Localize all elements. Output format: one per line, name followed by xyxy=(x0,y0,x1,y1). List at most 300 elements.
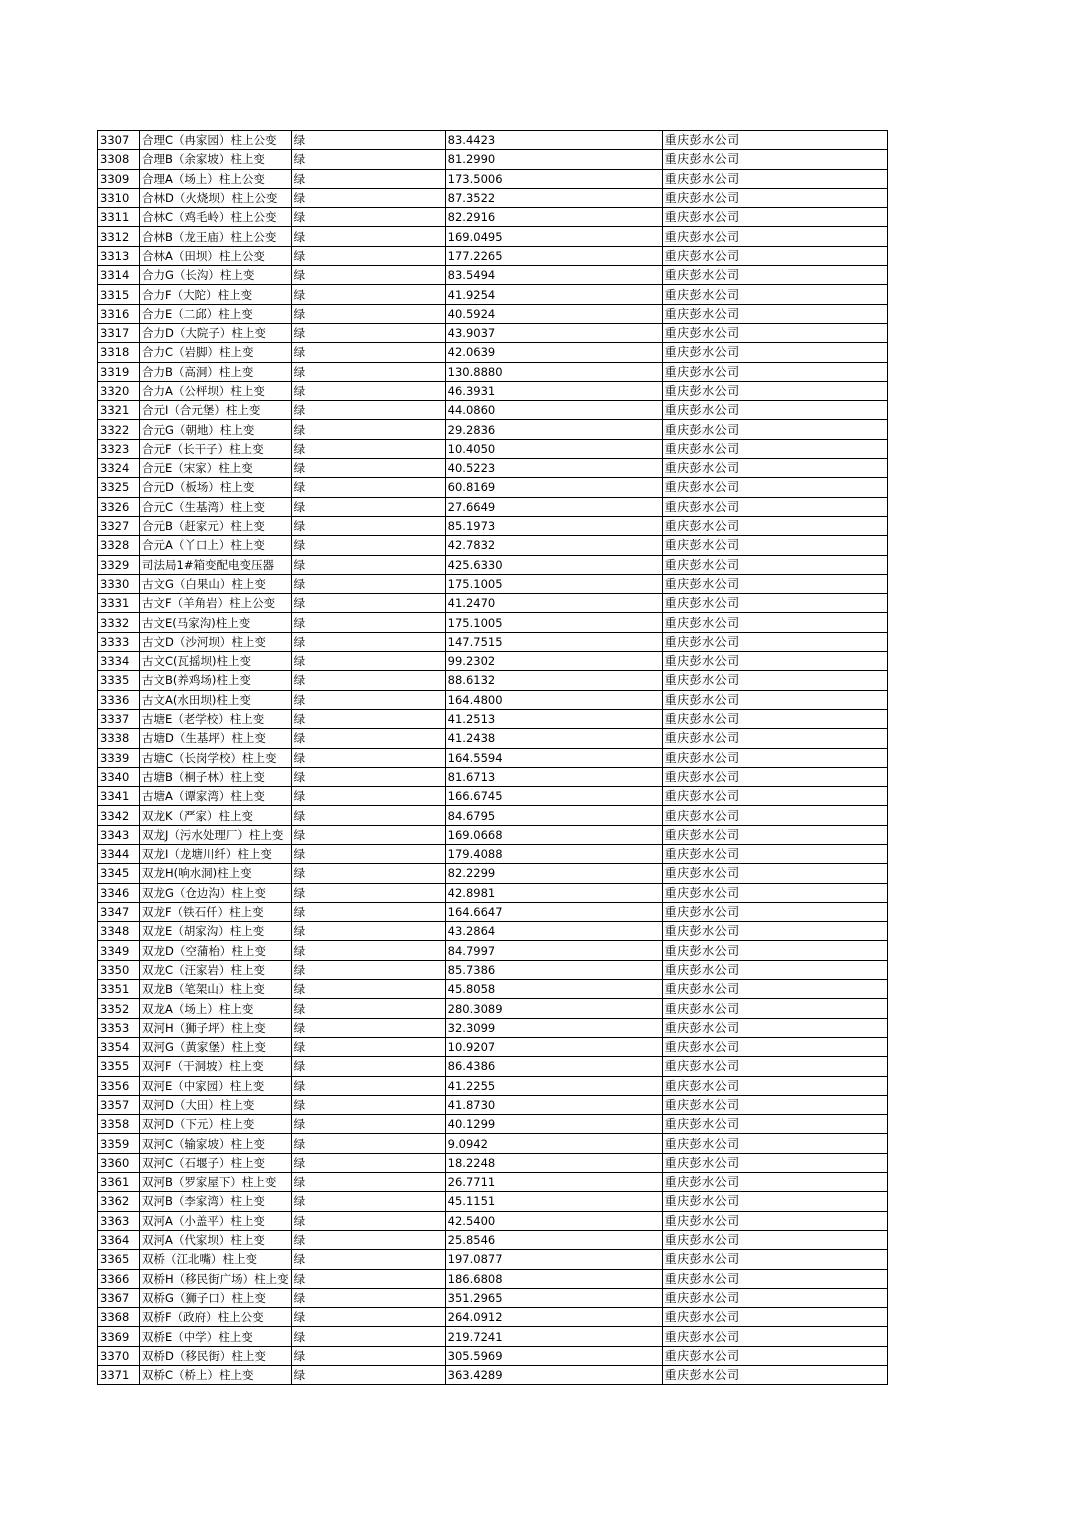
row-number-cell: 3342 xyxy=(98,806,140,825)
level-cell: 绿 xyxy=(291,169,445,188)
level-cell: 绿 xyxy=(291,439,445,458)
table-row xyxy=(98,1327,888,1346)
row-number-cell: 3310 xyxy=(98,188,140,207)
value-cell: 45.1151 xyxy=(445,1192,662,1211)
level-cell: 绿 xyxy=(291,960,445,979)
org-cell: 重庆彭水公司 xyxy=(662,459,887,478)
level-cell: 绿 xyxy=(291,478,445,497)
org-cell: 重庆彭水公司 xyxy=(662,806,887,825)
value-cell: 88.6132 xyxy=(445,671,662,690)
name-cell: 双龙E（胡家沟）柱上变 xyxy=(140,922,292,941)
name-cell: 司法局1#箱变配电变压器 xyxy=(140,555,292,574)
org-cell: 重庆彭水公司 xyxy=(662,536,887,555)
value-cell: 18.2248 xyxy=(445,1153,662,1172)
table-row xyxy=(98,285,888,304)
value-cell: 169.0495 xyxy=(445,227,662,246)
row-number-cell: 3324 xyxy=(98,459,140,478)
org-cell: 重庆彭水公司 xyxy=(662,690,887,709)
org-cell: 重庆彭水公司 xyxy=(662,632,887,651)
row-number-cell: 3321 xyxy=(98,401,140,420)
name-cell: 双河F（干洞坡）柱上变 xyxy=(140,1057,292,1076)
value-cell: 27.6649 xyxy=(445,497,662,516)
row-number-cell: 3318 xyxy=(98,343,140,362)
level-cell: 绿 xyxy=(291,594,445,613)
level-cell: 绿 xyxy=(291,1173,445,1192)
name-cell: 双龙K（严家）柱上变 xyxy=(140,806,292,825)
row-number-cell: 3358 xyxy=(98,1115,140,1134)
level-cell: 绿 xyxy=(291,690,445,709)
level-cell: 绿 xyxy=(291,902,445,921)
org-cell: 重庆彭水公司 xyxy=(662,787,887,806)
level-cell: 绿 xyxy=(291,227,445,246)
org-cell: 重庆彭水公司 xyxy=(662,999,887,1018)
table-row xyxy=(98,323,888,342)
table-row xyxy=(98,459,888,478)
row-number-cell: 3351 xyxy=(98,980,140,999)
name-cell: 双河G（黄家堡）柱上变 xyxy=(140,1037,292,1056)
row-number-cell: 3322 xyxy=(98,420,140,439)
name-cell: 双河A（代家坝）柱上变 xyxy=(140,1230,292,1249)
table-row xyxy=(98,150,888,169)
name-cell: 古塘A（谭家湾）柱上变 xyxy=(140,787,292,806)
level-cell: 绿 xyxy=(291,941,445,960)
value-cell: 280.3089 xyxy=(445,999,662,1018)
level-cell: 绿 xyxy=(291,188,445,207)
row-number-cell: 3335 xyxy=(98,671,140,690)
name-cell: 双河B（李家湾）柱上变 xyxy=(140,1192,292,1211)
table-row xyxy=(98,497,888,516)
org-cell: 重庆彭水公司 xyxy=(662,497,887,516)
level-cell: 绿 xyxy=(291,1095,445,1114)
row-number-cell: 3308 xyxy=(98,150,140,169)
table-row xyxy=(98,1366,888,1385)
row-number-cell: 3363 xyxy=(98,1211,140,1230)
table-row xyxy=(98,690,888,709)
org-cell: 重庆彭水公司 xyxy=(662,844,887,863)
table-row xyxy=(98,1173,888,1192)
name-cell: 古文F（羊角岩）柱上公变 xyxy=(140,594,292,613)
org-cell: 重庆彭水公司 xyxy=(662,1095,887,1114)
row-number-cell: 3338 xyxy=(98,729,140,748)
name-cell: 古塘C（长岗学校）柱上变 xyxy=(140,748,292,767)
row-number-cell: 3340 xyxy=(98,767,140,786)
level-cell: 绿 xyxy=(291,806,445,825)
name-cell: 合元F（长干子）柱上变 xyxy=(140,439,292,458)
row-number-cell: 3364 xyxy=(98,1230,140,1249)
name-cell: 合理C（冉家园）柱上公变 xyxy=(140,131,292,150)
level-cell: 绿 xyxy=(291,844,445,863)
value-cell: 9.0942 xyxy=(445,1134,662,1153)
table-row xyxy=(98,652,888,671)
name-cell: 双龙J（污水处理厂）柱上变 xyxy=(140,825,292,844)
name-cell: 合力G（长沟）柱上变 xyxy=(140,266,292,285)
row-number-cell: 3326 xyxy=(98,497,140,516)
name-cell: 合元A（丫口上）柱上变 xyxy=(140,536,292,555)
value-cell: 40.5924 xyxy=(445,304,662,323)
value-cell: 363.4289 xyxy=(445,1366,662,1385)
row-number-cell: 3345 xyxy=(98,864,140,883)
org-cell: 重庆彭水公司 xyxy=(662,1115,887,1134)
table-row xyxy=(98,729,888,748)
table-row xyxy=(98,1134,888,1153)
value-cell: 25.8546 xyxy=(445,1230,662,1249)
table-row xyxy=(98,594,888,613)
org-cell: 重庆彭水公司 xyxy=(662,1018,887,1037)
row-number-cell: 3319 xyxy=(98,362,140,381)
org-cell: 重庆彭水公司 xyxy=(662,1211,887,1230)
table-body xyxy=(98,131,888,1385)
value-cell: 175.1005 xyxy=(445,574,662,593)
table-row xyxy=(98,1095,888,1114)
table-row xyxy=(98,1115,888,1134)
value-cell: 41.2255 xyxy=(445,1076,662,1095)
table-row xyxy=(98,844,888,863)
row-number-cell: 3368 xyxy=(98,1308,140,1327)
table-row xyxy=(98,362,888,381)
row-number-cell: 3312 xyxy=(98,227,140,246)
row-number-cell: 3336 xyxy=(98,690,140,709)
row-number-cell: 3367 xyxy=(98,1288,140,1307)
value-cell: 425.6330 xyxy=(445,555,662,574)
table-row xyxy=(98,1230,888,1249)
row-number-cell: 3309 xyxy=(98,169,140,188)
row-number-cell: 3362 xyxy=(98,1192,140,1211)
org-cell: 重庆彭水公司 xyxy=(662,613,887,632)
org-cell: 重庆彭水公司 xyxy=(662,1269,887,1288)
org-cell: 重庆彭水公司 xyxy=(662,574,887,593)
name-cell: 双河B（罗家屋下）柱上变 xyxy=(140,1173,292,1192)
level-cell: 绿 xyxy=(291,246,445,265)
value-cell: 164.4800 xyxy=(445,690,662,709)
table-row xyxy=(98,825,888,844)
table-row xyxy=(98,980,888,999)
name-cell: 双河D（下元）柱上变 xyxy=(140,1115,292,1134)
value-cell: 164.5594 xyxy=(445,748,662,767)
value-cell: 87.3522 xyxy=(445,188,662,207)
row-number-cell: 3369 xyxy=(98,1327,140,1346)
org-cell: 重庆彭水公司 xyxy=(662,266,887,285)
org-cell: 重庆彭水公司 xyxy=(662,825,887,844)
org-cell: 重庆彭水公司 xyxy=(662,902,887,921)
table-row xyxy=(98,1250,888,1269)
org-cell: 重庆彭水公司 xyxy=(662,941,887,960)
org-cell: 重庆彭水公司 xyxy=(662,671,887,690)
value-cell: 40.5223 xyxy=(445,459,662,478)
row-number-cell: 3314 xyxy=(98,266,140,285)
table-row xyxy=(98,516,888,535)
value-cell: 177.2265 xyxy=(445,246,662,265)
level-cell: 绿 xyxy=(291,459,445,478)
name-cell: 合元B（赶家元）柱上变 xyxy=(140,516,292,535)
name-cell: 合林C（鸡毛岭）柱上公变 xyxy=(140,208,292,227)
table-row xyxy=(98,1346,888,1365)
level-cell: 绿 xyxy=(291,1269,445,1288)
value-cell: 81.2990 xyxy=(445,150,662,169)
org-cell: 重庆彭水公司 xyxy=(662,729,887,748)
name-cell: 合力F（大陀）柱上变 xyxy=(140,285,292,304)
org-cell: 重庆彭水公司 xyxy=(662,323,887,342)
level-cell: 绿 xyxy=(291,1057,445,1076)
value-cell: 44.0860 xyxy=(445,401,662,420)
table-row xyxy=(98,1269,888,1288)
name-cell: 古文E(马家沟)柱上变 xyxy=(140,613,292,632)
org-cell: 重庆彭水公司 xyxy=(662,304,887,323)
org-cell: 重庆彭水公司 xyxy=(662,748,887,767)
value-cell: 41.9254 xyxy=(445,285,662,304)
level-cell: 绿 xyxy=(291,343,445,362)
level-cell: 绿 xyxy=(291,285,445,304)
table-row xyxy=(98,767,888,786)
level-cell: 绿 xyxy=(291,1037,445,1056)
name-cell: 双桥H（移民街广场）柱上变 xyxy=(140,1269,292,1288)
level-cell: 绿 xyxy=(291,980,445,999)
name-cell: 双龙C（汪家岩）柱上变 xyxy=(140,960,292,979)
value-cell: 42.0639 xyxy=(445,343,662,362)
value-cell: 42.8981 xyxy=(445,883,662,902)
value-cell: 197.0877 xyxy=(445,1250,662,1269)
name-cell: 古文D（沙河坝）柱上变 xyxy=(140,632,292,651)
row-number-cell: 3317 xyxy=(98,323,140,342)
org-cell: 重庆彭水公司 xyxy=(662,709,887,728)
value-cell: 83.5494 xyxy=(445,266,662,285)
row-number-cell: 3339 xyxy=(98,748,140,767)
table-row xyxy=(98,787,888,806)
org-cell: 重庆彭水公司 xyxy=(662,439,887,458)
value-cell: 10.4050 xyxy=(445,439,662,458)
table-row xyxy=(98,864,888,883)
value-cell: 99.2302 xyxy=(445,652,662,671)
table-row xyxy=(98,169,888,188)
level-cell: 绿 xyxy=(291,1366,445,1385)
level-cell: 绿 xyxy=(291,323,445,342)
name-cell: 古文B(养鸡场)柱上变 xyxy=(140,671,292,690)
value-cell: 305.5969 xyxy=(445,1346,662,1365)
value-cell: 219.7241 xyxy=(445,1327,662,1346)
name-cell: 双桥G（狮子口）柱上变 xyxy=(140,1288,292,1307)
row-number-cell: 3357 xyxy=(98,1095,140,1114)
name-cell: 合力E（二邱）柱上变 xyxy=(140,304,292,323)
name-cell: 合力B（高洞）柱上变 xyxy=(140,362,292,381)
level-cell: 绿 xyxy=(291,1230,445,1249)
name-cell: 双龙F（铁石仟）柱上变 xyxy=(140,902,292,921)
name-cell: 双龙G（仓边沟）柱上变 xyxy=(140,883,292,902)
level-cell: 绿 xyxy=(291,516,445,535)
level-cell: 绿 xyxy=(291,420,445,439)
value-cell: 10.9207 xyxy=(445,1037,662,1056)
row-number-cell: 3343 xyxy=(98,825,140,844)
level-cell: 绿 xyxy=(291,748,445,767)
row-number-cell: 3325 xyxy=(98,478,140,497)
org-cell: 重庆彭水公司 xyxy=(662,980,887,999)
level-cell: 绿 xyxy=(291,1308,445,1327)
table-row xyxy=(98,613,888,632)
name-cell: 双河D（大田）柱上变 xyxy=(140,1095,292,1114)
name-cell: 合力A（公枰坝）柱上变 xyxy=(140,381,292,400)
row-number-cell: 3316 xyxy=(98,304,140,323)
value-cell: 41.2513 xyxy=(445,709,662,728)
row-number-cell: 3315 xyxy=(98,285,140,304)
level-cell: 绿 xyxy=(291,787,445,806)
name-cell: 合元D（板场）柱上变 xyxy=(140,478,292,497)
org-cell: 重庆彭水公司 xyxy=(662,169,887,188)
level-cell: 绿 xyxy=(291,632,445,651)
org-cell: 重庆彭水公司 xyxy=(662,555,887,574)
row-number-cell: 3366 xyxy=(98,1269,140,1288)
org-cell: 重庆彭水公司 xyxy=(662,285,887,304)
value-cell: 42.7832 xyxy=(445,536,662,555)
level-cell: 绿 xyxy=(291,381,445,400)
name-cell: 合林D（火烧坝）柱上公变 xyxy=(140,188,292,207)
table-row xyxy=(98,574,888,593)
level-cell: 绿 xyxy=(291,1115,445,1134)
row-number-cell: 3365 xyxy=(98,1250,140,1269)
name-cell: 合力D（大院子）柱上变 xyxy=(140,323,292,342)
table-row xyxy=(98,555,888,574)
table-row xyxy=(98,1153,888,1172)
table-row xyxy=(98,1211,888,1230)
value-cell: 175.1005 xyxy=(445,613,662,632)
name-cell: 合理A（场上）柱上公变 xyxy=(140,169,292,188)
org-cell: 重庆彭水公司 xyxy=(662,1250,887,1269)
org-cell: 重庆彭水公司 xyxy=(662,246,887,265)
org-cell: 重庆彭水公司 xyxy=(662,594,887,613)
value-cell: 41.2470 xyxy=(445,594,662,613)
row-number-cell: 3331 xyxy=(98,594,140,613)
row-number-cell: 3329 xyxy=(98,555,140,574)
row-number-cell: 3356 xyxy=(98,1076,140,1095)
level-cell: 绿 xyxy=(291,1192,445,1211)
level-cell: 绿 xyxy=(291,1211,445,1230)
table-row xyxy=(98,999,888,1018)
table-row xyxy=(98,536,888,555)
table-row xyxy=(98,709,888,728)
value-cell: 41.8730 xyxy=(445,1095,662,1114)
table-row xyxy=(98,1308,888,1327)
name-cell: 合力C（岩脚）柱上变 xyxy=(140,343,292,362)
org-cell: 重庆彭水公司 xyxy=(662,652,887,671)
level-cell: 绿 xyxy=(291,266,445,285)
row-number-cell: 3359 xyxy=(98,1134,140,1153)
table-row xyxy=(98,883,888,902)
row-number-cell: 3328 xyxy=(98,536,140,555)
table-row xyxy=(98,1288,888,1307)
name-cell: 双河E（中家园）柱上变 xyxy=(140,1076,292,1095)
name-cell: 古文A(水田坝)柱上变 xyxy=(140,690,292,709)
level-cell: 绿 xyxy=(291,1327,445,1346)
level-cell: 绿 xyxy=(291,150,445,169)
row-number-cell: 3370 xyxy=(98,1346,140,1365)
table-row xyxy=(98,806,888,825)
table-row xyxy=(98,381,888,400)
org-cell: 重庆彭水公司 xyxy=(662,1288,887,1307)
level-cell: 绿 xyxy=(291,652,445,671)
name-cell: 合元C（生基湾）柱上变 xyxy=(140,497,292,516)
value-cell: 29.2836 xyxy=(445,420,662,439)
name-cell: 古塘D（生基坪）柱上变 xyxy=(140,729,292,748)
name-cell: 双桥（江北嘴）柱上变 xyxy=(140,1250,292,1269)
value-cell: 60.8169 xyxy=(445,478,662,497)
value-cell: 186.6808 xyxy=(445,1269,662,1288)
name-cell: 双河A（小盖平）柱上变 xyxy=(140,1211,292,1230)
org-cell: 重庆彭水公司 xyxy=(662,478,887,497)
value-cell: 26.7711 xyxy=(445,1173,662,1192)
org-cell: 重庆彭水公司 xyxy=(662,1327,887,1346)
row-number-cell: 3353 xyxy=(98,1018,140,1037)
org-cell: 重庆彭水公司 xyxy=(662,1057,887,1076)
value-cell: 166.6745 xyxy=(445,787,662,806)
table-row xyxy=(98,343,888,362)
level-cell: 绿 xyxy=(291,999,445,1018)
name-cell: 合元G（朝地）柱上变 xyxy=(140,420,292,439)
table-row xyxy=(98,266,888,285)
row-number-cell: 3346 xyxy=(98,883,140,902)
table-row xyxy=(98,1018,888,1037)
name-cell: 古文C(瓦摇坝)柱上变 xyxy=(140,652,292,671)
org-cell: 重庆彭水公司 xyxy=(662,1230,887,1249)
level-cell: 绿 xyxy=(291,883,445,902)
value-cell: 85.1973 xyxy=(445,516,662,535)
name-cell: 双龙A（场上）柱上变 xyxy=(140,999,292,1018)
level-cell: 绿 xyxy=(291,767,445,786)
row-number-cell: 3352 xyxy=(98,999,140,1018)
row-number-cell: 3341 xyxy=(98,787,140,806)
name-cell: 双龙D（空蒲枱）柱上变 xyxy=(140,941,292,960)
value-cell: 84.7997 xyxy=(445,941,662,960)
row-number-cell: 3313 xyxy=(98,246,140,265)
row-number-cell: 3323 xyxy=(98,439,140,458)
level-cell: 绿 xyxy=(291,362,445,381)
org-cell: 重庆彭水公司 xyxy=(662,227,887,246)
level-cell: 绿 xyxy=(291,825,445,844)
level-cell: 绿 xyxy=(291,1346,445,1365)
table-row xyxy=(98,671,888,690)
row-number-cell: 3349 xyxy=(98,941,140,960)
table-row xyxy=(98,246,888,265)
org-cell: 重庆彭水公司 xyxy=(662,188,887,207)
row-number-cell: 3307 xyxy=(98,131,140,150)
org-cell: 重庆彭水公司 xyxy=(662,1076,887,1095)
level-cell: 绿 xyxy=(291,1018,445,1037)
row-number-cell: 3344 xyxy=(98,844,140,863)
org-cell: 重庆彭水公司 xyxy=(662,1192,887,1211)
org-cell: 重庆彭水公司 xyxy=(662,1173,887,1192)
table-row xyxy=(98,1057,888,1076)
org-cell: 重庆彭水公司 xyxy=(662,1308,887,1327)
org-cell: 重庆彭水公司 xyxy=(662,343,887,362)
name-cell: 双龙H(响水洞)柱上变 xyxy=(140,864,292,883)
level-cell: 绿 xyxy=(291,1134,445,1153)
level-cell: 绿 xyxy=(291,574,445,593)
org-cell: 重庆彭水公司 xyxy=(662,401,887,420)
row-number-cell: 3320 xyxy=(98,381,140,400)
org-cell: 重庆彭水公司 xyxy=(662,1134,887,1153)
name-cell: 合林A（田坝）柱上公变 xyxy=(140,246,292,265)
level-cell: 绿 xyxy=(291,1288,445,1307)
name-cell: 古塘E（老学校）柱上变 xyxy=(140,709,292,728)
value-cell: 43.2864 xyxy=(445,922,662,941)
name-cell: 双河C（输家坡）柱上变 xyxy=(140,1134,292,1153)
value-cell: 86.4386 xyxy=(445,1057,662,1076)
name-cell: 双河H（狮子坪）柱上变 xyxy=(140,1018,292,1037)
row-number-cell: 3332 xyxy=(98,613,140,632)
name-cell: 合理B（余家坡）柱上变 xyxy=(140,150,292,169)
org-cell: 重庆彭水公司 xyxy=(662,1346,887,1365)
org-cell: 重庆彭水公司 xyxy=(662,960,887,979)
value-cell: 173.5006 xyxy=(445,169,662,188)
name-cell: 双桥F（政府）柱上公变 xyxy=(140,1308,292,1327)
table-row xyxy=(98,922,888,941)
level-cell: 绿 xyxy=(291,536,445,555)
